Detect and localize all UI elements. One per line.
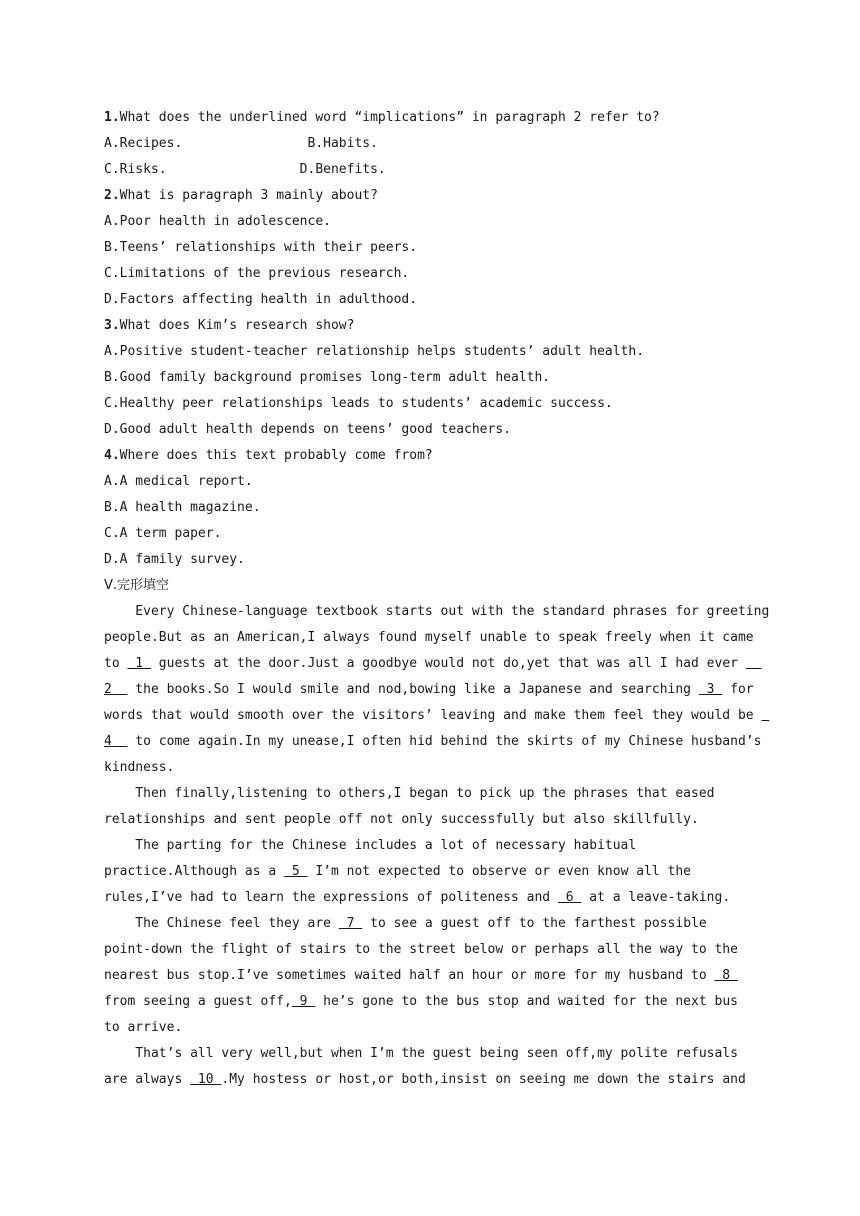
question-4 <box>104 443 764 469</box>
question-number: 3. <box>104 318 120 333</box>
passage-line: to arrive. <box>104 1020 183 1035</box>
blank-underline <box>761 708 769 723</box>
blank-underline <box>112 682 128 697</box>
blank-5: 5 <box>284 864 308 879</box>
passage-text: .My hostess or host,or both,insist on seeing me down the stairs and <box>221 1072 746 1087</box>
option: C.Limitations of the previous research. <box>104 266 410 281</box>
option: B.A health magazine. <box>104 500 261 515</box>
passage-line <box>104 1067 764 1093</box>
passage-text: rules,I’ve had to learn the expressions of politeness and <box>104 890 558 905</box>
blank-underline <box>112 734 128 749</box>
question-text: What does Kim’s research show? <box>119 318 355 333</box>
passage-text: he’s gone to the bus stop and waited for the next bus <box>315 994 738 1009</box>
question-3 <box>104 313 764 339</box>
passage-line <box>104 963 764 989</box>
blank-underline <box>746 656 762 671</box>
passage-text: to <box>104 656 128 671</box>
question-text: Where does this text probably come from? <box>119 448 433 463</box>
passage-line: people.But as an American,I always found myself unable to speak freely when it came <box>104 630 754 645</box>
passage-line: Every Chinese-language textbook starts out with the standard phrases for greeting <box>104 604 770 619</box>
passage-text: at a leave-taking. <box>581 890 731 905</box>
blank-6: 6 <box>557 890 582 905</box>
question-1 <box>104 105 764 131</box>
passage-line <box>104 911 764 937</box>
option: B.Teens’ relationships with their peers. <box>104 240 418 255</box>
option: B.Good family background promises long-term adult health. <box>104 370 551 385</box>
question-2 <box>104 183 764 209</box>
blank-9: 9 <box>291 994 316 1009</box>
option-row: C.Risks. D.Benefits. <box>104 162 386 177</box>
blank-3: 3 <box>698 682 723 697</box>
passage-line <box>104 729 764 755</box>
option: D.Factors affecting health in adulthood. <box>104 292 418 307</box>
passage-line <box>104 677 764 703</box>
blank-8: 8 <box>714 968 738 983</box>
passage-line <box>104 651 764 677</box>
option: C.A term paper. <box>104 526 222 541</box>
exam-content <box>104 105 770 1093</box>
question-number: 2. <box>104 188 120 203</box>
passage-line: That’s all very well,but when I’m the guest being seen off,my polite refusals <box>104 1046 738 1061</box>
passage-line: Then finally,listening to others,I began to pick up the phrases that eased <box>104 786 715 801</box>
option: C.Healthy peer relationships leads to students’ academic success. <box>104 396 613 411</box>
passage-line: kindness. <box>104 760 175 775</box>
passage-text: to come again.In my unease,I often hid behind the skirts of my Chinese husband’s <box>127 734 762 749</box>
passage-text: The Chinese feel they are <box>104 916 339 931</box>
passage-line <box>104 703 764 729</box>
option: A.Positive student-teacher relationship helps students’ adult health. <box>104 344 645 359</box>
passage-text: the books.So I would smile and nod,bowing like a Japanese and searching <box>127 682 699 697</box>
blank-2: 2 <box>104 682 112 697</box>
option: A.A medical report. <box>104 474 253 489</box>
section-heading: Ⅴ.完形填空 <box>104 578 170 593</box>
passage-line: point-down the flight of stairs to the street below or perhaps all the way to the <box>104 942 738 957</box>
blank-10: 10 <box>190 1072 222 1087</box>
passage-line <box>104 989 764 1015</box>
passage-text: guests at the door.Just a goodbye would not do,yet that was all I had ever <box>150 656 746 671</box>
passage-text: for <box>722 682 754 697</box>
passage-text: I’m not expected to observe or even know all the <box>307 864 692 879</box>
option-row: A.Recipes. B.Habits. <box>104 136 378 151</box>
passage-text: to see a guest off to the farthest possible <box>362 916 707 931</box>
option: A.Poor health in adolescence. <box>104 214 331 229</box>
question-text: What does the underlined word “implications” in paragraph 2 refer to? <box>119 110 660 125</box>
option: D.Good adult health depends on teens’ good teachers. <box>104 422 511 437</box>
blank-1: 1 <box>127 656 151 671</box>
passage-line <box>104 859 764 885</box>
passage-text: practice.Although as a <box>104 864 285 879</box>
passage-text: nearest bus stop.I’ve sometimes waited half an hour or more for my husband to <box>104 968 715 983</box>
blank-7: 7 <box>338 916 363 931</box>
question-number: 1. <box>104 110 120 125</box>
option: D.A family survey. <box>104 552 245 567</box>
blank-4: 4 <box>104 734 112 749</box>
passage-text: words that would smooth over the visitors’ leaving and make them feel they would be <box>104 708 762 723</box>
passage-line: relationships and sent people off not only successfully but also skillfully. <box>104 812 699 827</box>
passage-line: The parting for the Chinese includes a lot of necessary habitual <box>104 838 637 853</box>
question-number: 4. <box>104 448 120 463</box>
passage-text: are always <box>104 1072 191 1087</box>
passage-text: from seeing a guest off, <box>104 994 292 1009</box>
passage-line <box>104 885 764 911</box>
question-text: What is paragraph 3 mainly about? <box>119 188 378 203</box>
